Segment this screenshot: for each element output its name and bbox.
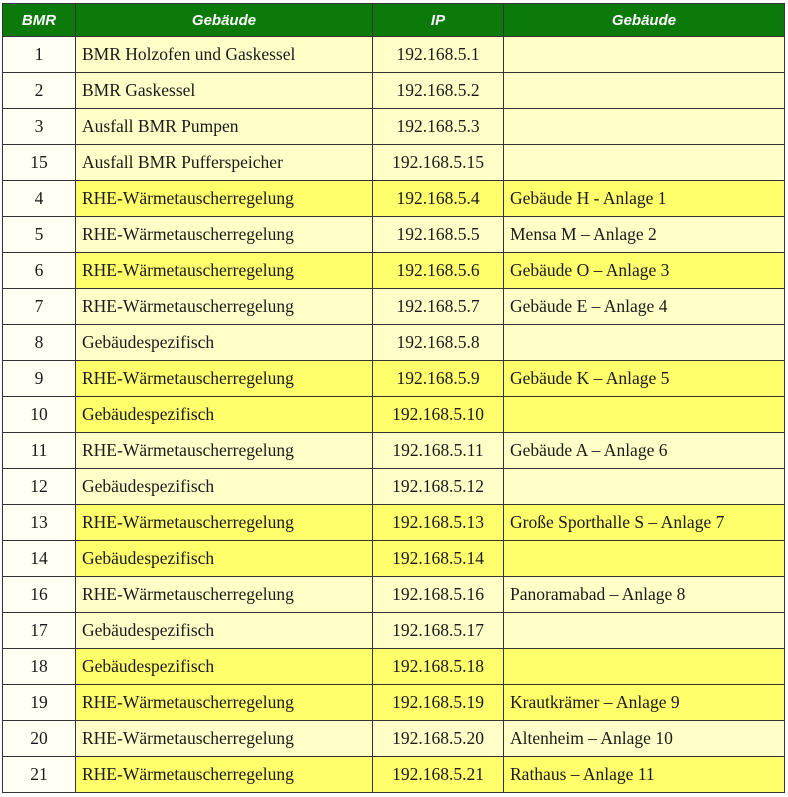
bmr-table-container <box>2 3 785 793</box>
table-row <box>3 397 785 433</box>
bmr-number-cell: 7 <box>3 289 76 325</box>
bmr-number-cell: 9 <box>3 361 76 397</box>
building-cell: Gebäude K – Anlage 5 <box>504 361 785 397</box>
bmr-name-cell: Gebäudespezifisch <box>76 613 373 649</box>
building-cell <box>504 109 785 145</box>
bmr-name-cell: Gebäudespezifisch <box>76 469 373 505</box>
building-cell <box>504 649 785 685</box>
building-cell <box>504 37 785 73</box>
bmr-number-cell: 3 <box>3 109 76 145</box>
bmr-number-cell: 4 <box>3 181 76 217</box>
table-row <box>3 37 785 73</box>
bmr-number-cell: 19 <box>3 685 76 721</box>
bmr-name-cell: Ausfall BMR Pumpen <box>76 109 373 145</box>
table-row <box>3 541 785 577</box>
ip-address-cell: 192.168.5.15 <box>373 145 504 181</box>
table-row <box>3 505 785 541</box>
bmr-number-cell: 12 <box>3 469 76 505</box>
building-cell <box>504 145 785 181</box>
ip-address-cell: 192.168.5.10 <box>373 397 504 433</box>
bmr-name-cell: Gebäudespezifisch <box>76 541 373 577</box>
bmr-number-cell: 1 <box>3 37 76 73</box>
table-row <box>3 253 785 289</box>
bmr-number-cell: 15 <box>3 145 76 181</box>
building-cell <box>504 73 785 109</box>
table-row <box>3 289 785 325</box>
ip-address-cell: 192.168.5.6 <box>373 253 504 289</box>
building-cell: Gebäude O – Anlage 3 <box>504 253 785 289</box>
ip-address-cell: 192.168.5.11 <box>373 433 504 469</box>
ip-address-cell: 192.168.5.4 <box>373 181 504 217</box>
table-row <box>3 469 785 505</box>
header-gebaeude: Gebäude <box>76 4 373 37</box>
table-row <box>3 325 785 361</box>
building-cell: Große Sporthalle S – Anlage 7 <box>504 505 785 541</box>
ip-address-cell: 192.168.5.21 <box>373 757 504 793</box>
bmr-name-cell: RHE-Wärmetauscherregelung <box>76 217 373 253</box>
table-row <box>3 145 785 181</box>
building-cell <box>504 325 785 361</box>
header-ip: IP <box>373 4 504 37</box>
bmr-number-cell: 8 <box>3 325 76 361</box>
table-row <box>3 577 785 613</box>
bmr-name-cell: BMR Gaskessel <box>76 73 373 109</box>
ip-address-cell: 192.168.5.9 <box>373 361 504 397</box>
table-row <box>3 109 785 145</box>
bmr-number-cell: 13 <box>3 505 76 541</box>
table-row <box>3 757 785 793</box>
ip-address-cell: 192.168.5.17 <box>373 613 504 649</box>
bmr-name-cell: Ausfall BMR Pufferspeicher <box>76 145 373 181</box>
table-row <box>3 361 785 397</box>
building-cell: Rathaus – Anlage 11 <box>504 757 785 793</box>
building-cell <box>504 613 785 649</box>
table-row <box>3 721 785 757</box>
header-gebaeude-anlage: Gebäude <box>504 4 785 37</box>
ip-address-cell: 192.168.5.14 <box>373 541 504 577</box>
bmr-number-cell: 20 <box>3 721 76 757</box>
building-cell: Altenheim – Anlage 10 <box>504 721 785 757</box>
bmr-number-cell: 5 <box>3 217 76 253</box>
table-row <box>3 181 785 217</box>
table-body <box>3 37 785 793</box>
ip-address-cell: 192.168.5.1 <box>373 37 504 73</box>
building-cell: Krautkrämer – Anlage 9 <box>504 685 785 721</box>
ip-address-cell: 192.168.5.19 <box>373 685 504 721</box>
bmr-number-cell: 6 <box>3 253 76 289</box>
ip-address-cell: 192.168.5.5 <box>373 217 504 253</box>
bmr-ip-table <box>2 3 785 793</box>
table-row <box>3 73 785 109</box>
table-row <box>3 685 785 721</box>
header-row <box>3 4 785 37</box>
building-cell <box>504 397 785 433</box>
bmr-name-cell: RHE-Wärmetauscherregelung <box>76 253 373 289</box>
bmr-number-cell: 21 <box>3 757 76 793</box>
bmr-number-cell: 18 <box>3 649 76 685</box>
table-row <box>3 649 785 685</box>
header-bmr: BMR <box>3 4 76 37</box>
bmr-name-cell: RHE-Wärmetauscherregelung <box>76 433 373 469</box>
bmr-name-cell: Gebäudespezifisch <box>76 325 373 361</box>
building-cell <box>504 469 785 505</box>
ip-address-cell: 192.168.5.12 <box>373 469 504 505</box>
bmr-name-cell: RHE-Wärmetauscherregelung <box>76 361 373 397</box>
bmr-number-cell: 14 <box>3 541 76 577</box>
bmr-name-cell: Gebäudespezifisch <box>76 649 373 685</box>
ip-address-cell: 192.168.5.13 <box>373 505 504 541</box>
ip-address-cell: 192.168.5.18 <box>373 649 504 685</box>
bmr-number-cell: 17 <box>3 613 76 649</box>
bmr-number-cell: 10 <box>3 397 76 433</box>
bmr-number-cell: 11 <box>3 433 76 469</box>
ip-address-cell: 192.168.5.7 <box>373 289 504 325</box>
bmr-name-cell: RHE-Wärmetauscherregelung <box>76 757 373 793</box>
bmr-number-cell: 2 <box>3 73 76 109</box>
building-cell: Gebäude H - Anlage 1 <box>504 181 785 217</box>
table-row <box>3 217 785 253</box>
building-cell: Panoramabad – Anlage 8 <box>504 577 785 613</box>
ip-address-cell: 192.168.5.2 <box>373 73 504 109</box>
table-header <box>3 4 785 37</box>
ip-address-cell: 192.168.5.8 <box>373 325 504 361</box>
bmr-name-cell: RHE-Wärmetauscherregelung <box>76 181 373 217</box>
building-cell <box>504 541 785 577</box>
building-cell: Mensa M – Anlage 2 <box>504 217 785 253</box>
bmr-name-cell: RHE-Wärmetauscherregelung <box>76 685 373 721</box>
ip-address-cell: 192.168.5.16 <box>373 577 504 613</box>
table-row <box>3 613 785 649</box>
bmr-name-cell: BMR Holzofen und Gaskessel <box>76 37 373 73</box>
bmr-name-cell: RHE-Wärmetauscherregelung <box>76 505 373 541</box>
building-cell: Gebäude E – Anlage 4 <box>504 289 785 325</box>
building-cell: Gebäude A – Anlage 6 <box>504 433 785 469</box>
bmr-name-cell: RHE-Wärmetauscherregelung <box>76 577 373 613</box>
ip-address-cell: 192.168.5.3 <box>373 109 504 145</box>
table-row <box>3 433 785 469</box>
bmr-number-cell: 16 <box>3 577 76 613</box>
ip-address-cell: 192.168.5.20 <box>373 721 504 757</box>
bmr-name-cell: Gebäudespezifisch <box>76 397 373 433</box>
bmr-name-cell: RHE-Wärmetauscherregelung <box>76 721 373 757</box>
bmr-name-cell: RHE-Wärmetauscherregelung <box>76 289 373 325</box>
